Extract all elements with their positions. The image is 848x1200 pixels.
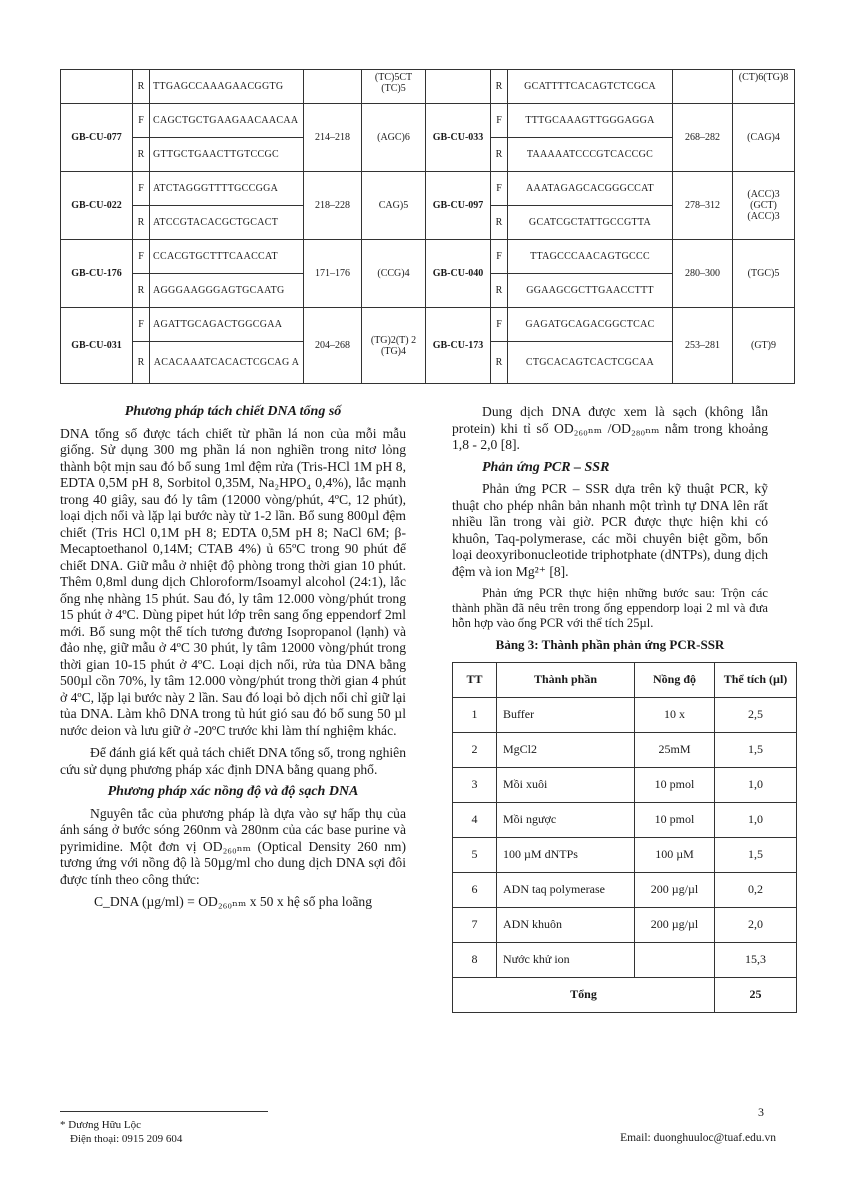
sequence-cell: AAATAGAGCACGGGCCAT: [508, 172, 673, 206]
footnote-author: * Dương Hữu Lộc: [60, 1119, 141, 1131]
total-label: Tổng: [453, 977, 715, 1012]
direction-cell: R: [133, 70, 150, 104]
primer-table: [60, 69, 795, 384]
table-cell: ADN taq polymerase: [497, 872, 635, 907]
direction-cell: F: [491, 172, 508, 206]
sequence-cell: CCACGTGCTTTCAACCAT: [150, 240, 304, 274]
sequence-cell: TTTGCAAAGTTGGGAGGA: [508, 104, 673, 138]
size-cell: 214–218: [304, 104, 362, 172]
locus-cell: GB-CU-040: [426, 240, 491, 308]
size-cell: 253–281: [673, 308, 733, 384]
table-cell: 100 µM: [635, 837, 715, 872]
paragraph: Dung dịch DNA được xem là sạch (không lẫn protein) khi tỉ số OD₂₆₀ₙₘ /OD₂₈₀ₙₘ nằm trong khoảng 1,8 - 2,0 [8].: [452, 404, 768, 452]
table-cell: Nước khử ion: [497, 942, 635, 977]
locus-cell: GB-CU-031: [61, 308, 133, 384]
table-caption: Bảng 3: Thành phần phản ứng PCR-SSR: [495, 637, 725, 652]
table-cell: 7: [453, 907, 497, 942]
size-cell: 268–282: [673, 104, 733, 172]
table-row: [61, 70, 795, 104]
motif-cell: (CT)6(TG)8: [733, 70, 795, 104]
motif-cell: (TG)2(T) 2 (TG)4: [362, 308, 426, 384]
direction-cell: F: [133, 104, 150, 138]
table-cell: 100 µM dNTPs: [497, 837, 635, 872]
direction-cell: R: [133, 342, 150, 384]
direction-cell: F: [491, 308, 508, 342]
direction-cell: F: [491, 104, 508, 138]
direction-cell: F: [133, 240, 150, 274]
size-cell: [304, 70, 362, 104]
table-cell: 10 pmol: [635, 802, 715, 837]
table-row: [453, 732, 797, 767]
table-cell: [635, 942, 715, 977]
table-row: [453, 802, 797, 837]
section-heading: Phương pháp tách chiết DNA tổng số: [124, 404, 342, 419]
direction-cell: F: [133, 172, 150, 206]
paragraph: DNA tổng số được tách chiết từ phần lá non của mỗi mẫu giống. Sử dụng 300 mg phần lá non nghiền trong nitơ lỏng thành bột mịn sau đó bổ sung 1ml đệm rửa (Tris-HCl 1M pH 8, EDTA 0,5M pH 8, Sorbitol 0,35M, Na₂HPO₄ 0,4%), lắc mạnh trong 40 giây, sau đó ly tâm (12000 vòng/phút, 4ºC, 12 phút), loại dịch nổi và lặp lại bước này từ 1-2 lần. Bổ sung 800µl đệm chiết (Tris HCl 0,1M pH 8; EDTA 0,5M pH 8; NaCl 6M; β-Mecaptoethanol 0,14M; CTAB 4%) ủ 65ºC trong 90 phút để chiết DNA. Giữ mẫu ở nhiệt độ phòng trong thời gian 10 phút. Thêm 0,8ml dung dịch Chloroform/Isoamyl alcohol (24:1), lắc ống nhẹ nhàng 15 phút. Sau đó, ly tâm 12.000 vòng/phút trong 15 phút ở 4ºC. Dùng pipet hút lớp trên sang ống eppendorf 2ml mới. Bổ sung một thể tích tương đương Isopropanol (lạnh) và đảo nhẹ, giữ mẫu ở 4ºC 30 phút, ly tâm 12000 vòng/phút trong thời gian 10-15 phút ở 4ºC. Loại dịch nổi, rửa tủa DNA bằng 500µl cồn 70%, ly tâm 12.000 vòng/phút trong thời gian 4 phút ở 4ºC, lặp lại bước này 2 lần. Sau đó loại bỏ dịch nổi chỉ giữ lại tủa DNA. Làm khô DNA trong tủ hút gió sau đó bổ sung 50 µl nước deion và lưu giữ ở -20ºC trước khi làm thí nghiệm khác.: [60, 425, 406, 738]
right-column: [452, 404, 788, 1013]
motif-cell: (TGC)5: [733, 240, 795, 308]
table-cell: 200 µg/µl: [635, 907, 715, 942]
table-cell: 10 pmol: [635, 767, 715, 802]
motif-cell: (CCG)4: [362, 240, 426, 308]
total-value: 25: [715, 977, 797, 1012]
table-row: [453, 872, 797, 907]
table-cell: 3: [453, 767, 497, 802]
table-cell: Buffer: [497, 697, 635, 732]
size-cell: 280–300: [673, 240, 733, 308]
page-number: 3: [758, 1105, 764, 1119]
paragraph: Nguyên tắc của phương pháp là dựa vào sự hấp thụ của ánh sáng ở bước sóng 260nm và 280nm của các base purine và pyrimidine. Một đơn vị OD₂₆₀ₙₘ (Optical Density 260 nm) tương ứng với nồng độ là 50µg/ml cho dung dịch DNA sợi đôi được tính theo công thức:: [60, 805, 406, 887]
section-heading: Phương pháp xác nồng độ và độ sạch DNA: [107, 784, 359, 799]
sequence-cell: GGAAGCGCTTGAACCTTT: [508, 274, 673, 308]
sequence-cell: CAGCTGCTGAAGAACAACAA: [150, 104, 304, 138]
table-cell: 25mM: [635, 732, 715, 767]
table-cell: 5: [453, 837, 497, 872]
column-header: TT: [453, 662, 497, 697]
locus-cell: GB-CU-173: [426, 308, 491, 384]
table-cell: MgCl2: [497, 732, 635, 767]
footnote-email: Email: duonghuuloc@tuaf.edu.vn: [620, 1132, 776, 1144]
sequence-cell: AGATTGCAGACTGGCGAA: [150, 308, 304, 342]
left-column: [60, 404, 406, 917]
motif-cell: (TC)5CT (TC)5: [362, 70, 426, 104]
footnote: [60, 1118, 182, 1146]
table-cell: 1,0: [715, 802, 797, 837]
sequence-cell: ATCCGTACACGCTGCACT: [150, 206, 304, 240]
sequence-cell: ACACAAATCACACTCGCAG A: [150, 342, 304, 384]
table-cell: 8: [453, 942, 497, 977]
locus-cell: [426, 70, 491, 104]
table-cell: 2,5: [715, 697, 797, 732]
direction-cell: R: [491, 70, 508, 104]
motif-cell: (GT)9: [733, 308, 795, 384]
table-cell: 2: [453, 732, 497, 767]
sequence-cell: CTGCACAGTCACTCGCAA: [508, 342, 673, 384]
sequence-cell: GCATCGCTATTGCCGTTA: [508, 206, 673, 240]
table-cell: 15,3: [715, 942, 797, 977]
footnote-rule: [60, 1111, 268, 1112]
table-cell: Mồi xuôi: [497, 767, 635, 802]
table-cell: Mồi ngược: [497, 802, 635, 837]
paragraph: Phản ứng PCR – SSR dựa trên kỹ thuật PCR, kỹ thuật cho phép nhân bản nhanh một trình tự DNA lên rất nhiều lần trong vài giờ. PCR được thực hiện khi có khuôn, Taq-polymerase, các mồi chuyên biệt gồm, bốn loại deoxyribonucleotide triphotphate (dNTPs), dung dịch đệm và ion Mg²⁺ [8].: [452, 481, 768, 579]
locus-cell: GB-CU-033: [426, 104, 491, 172]
table-row: [453, 907, 797, 942]
table-cell: 2,0: [715, 907, 797, 942]
table-cell: 4: [453, 802, 497, 837]
table-row: [61, 308, 795, 342]
table-cell: 0,2: [715, 872, 797, 907]
table-row: [61, 240, 795, 274]
table-row: [61, 104, 795, 138]
table-cell: 1,5: [715, 732, 797, 767]
sequence-cell: GAGATGCAGACGGCTCAC: [508, 308, 673, 342]
size-cell: 218–228: [304, 172, 362, 240]
sequence-cell: GTTGCTGAACTTGTCCGC: [150, 138, 304, 172]
sequence-cell: TAAAAATCCCGTCACCGC: [508, 138, 673, 172]
table-row: [453, 837, 797, 872]
footnote-phone: Điện thoại: 0915 209 604: [70, 1133, 183, 1145]
column-header: Thể tích (µl): [715, 662, 797, 697]
formula: C_DNA (µg/ml) = OD₂₆₀ₙₘ x 50 x hệ số pha loãng: [93, 894, 373, 909]
locus-cell: [61, 70, 133, 104]
table-row: [453, 767, 797, 802]
paragraph: Phản ứng PCR thực hiện những bước sau: Trộn các thành phần đã nêu trên trong ống eppendorp loại 2 ml và đưa hỗn hợp vào ống PCR với thể tích 25µl.: [452, 586, 768, 630]
sequence-cell: TTAGCCCAACAGTGCCC: [508, 240, 673, 274]
motif-cell: (CAG)4: [733, 104, 795, 172]
sequence-cell: TTGAGCCAAAGAACGGTG: [150, 70, 304, 104]
table-cell: 200 µg/µl: [635, 872, 715, 907]
paragraph: Để đánh giá kết quả tách chiết DNA tổng số, trong nghiên cứu sử dụng phương pháp xác định DNA bằng quang phổ.: [60, 745, 406, 777]
table-total-row: [453, 977, 797, 1012]
table-row: [61, 172, 795, 206]
column-header: Thành phần: [497, 662, 635, 697]
direction-cell: R: [133, 138, 150, 172]
size-cell: 171–176: [304, 240, 362, 308]
motif-cell: (AGC)6: [362, 104, 426, 172]
sequence-cell: AGGGAAGGGAGTGCAATG: [150, 274, 304, 308]
sequence-cell: GCATTTTCACAGTCTCGCA: [508, 70, 673, 104]
locus-cell: GB-CU-176: [61, 240, 133, 308]
direction-cell: R: [491, 206, 508, 240]
section-heading: Phản ứng PCR – SSR: [482, 459, 610, 475]
locus-cell: GB-CU-077: [61, 104, 133, 172]
pcr-composition-table: [452, 662, 797, 1013]
table-cell: ADN khuôn: [497, 907, 635, 942]
size-cell: 278–312: [673, 172, 733, 240]
table-cell: 6: [453, 872, 497, 907]
sequence-cell: ATCTAGGGTTTTGCCGGA: [150, 172, 304, 206]
table-header-row: [453, 662, 797, 697]
direction-cell: R: [133, 274, 150, 308]
table-row: [453, 942, 797, 977]
locus-cell: GB-CU-097: [426, 172, 491, 240]
motif-cell: (ACC)3 (GCT) (ACC)3: [733, 172, 795, 240]
size-cell: 204–268: [304, 308, 362, 384]
direction-cell: R: [133, 206, 150, 240]
locus-cell: GB-CU-022: [61, 172, 133, 240]
table-cell: 1,0: [715, 767, 797, 802]
table-cell: 1: [453, 697, 497, 732]
direction-cell: F: [133, 308, 150, 342]
table-row: [453, 697, 797, 732]
direction-cell: R: [491, 274, 508, 308]
table-cell: 1,5: [715, 837, 797, 872]
column-header: Nồng độ: [635, 662, 715, 697]
direction-cell: R: [491, 138, 508, 172]
direction-cell: F: [491, 240, 508, 274]
motif-cell: CAG)5: [362, 172, 426, 240]
table-cell: 10 x: [635, 697, 715, 732]
direction-cell: R: [491, 342, 508, 384]
size-cell: [673, 70, 733, 104]
